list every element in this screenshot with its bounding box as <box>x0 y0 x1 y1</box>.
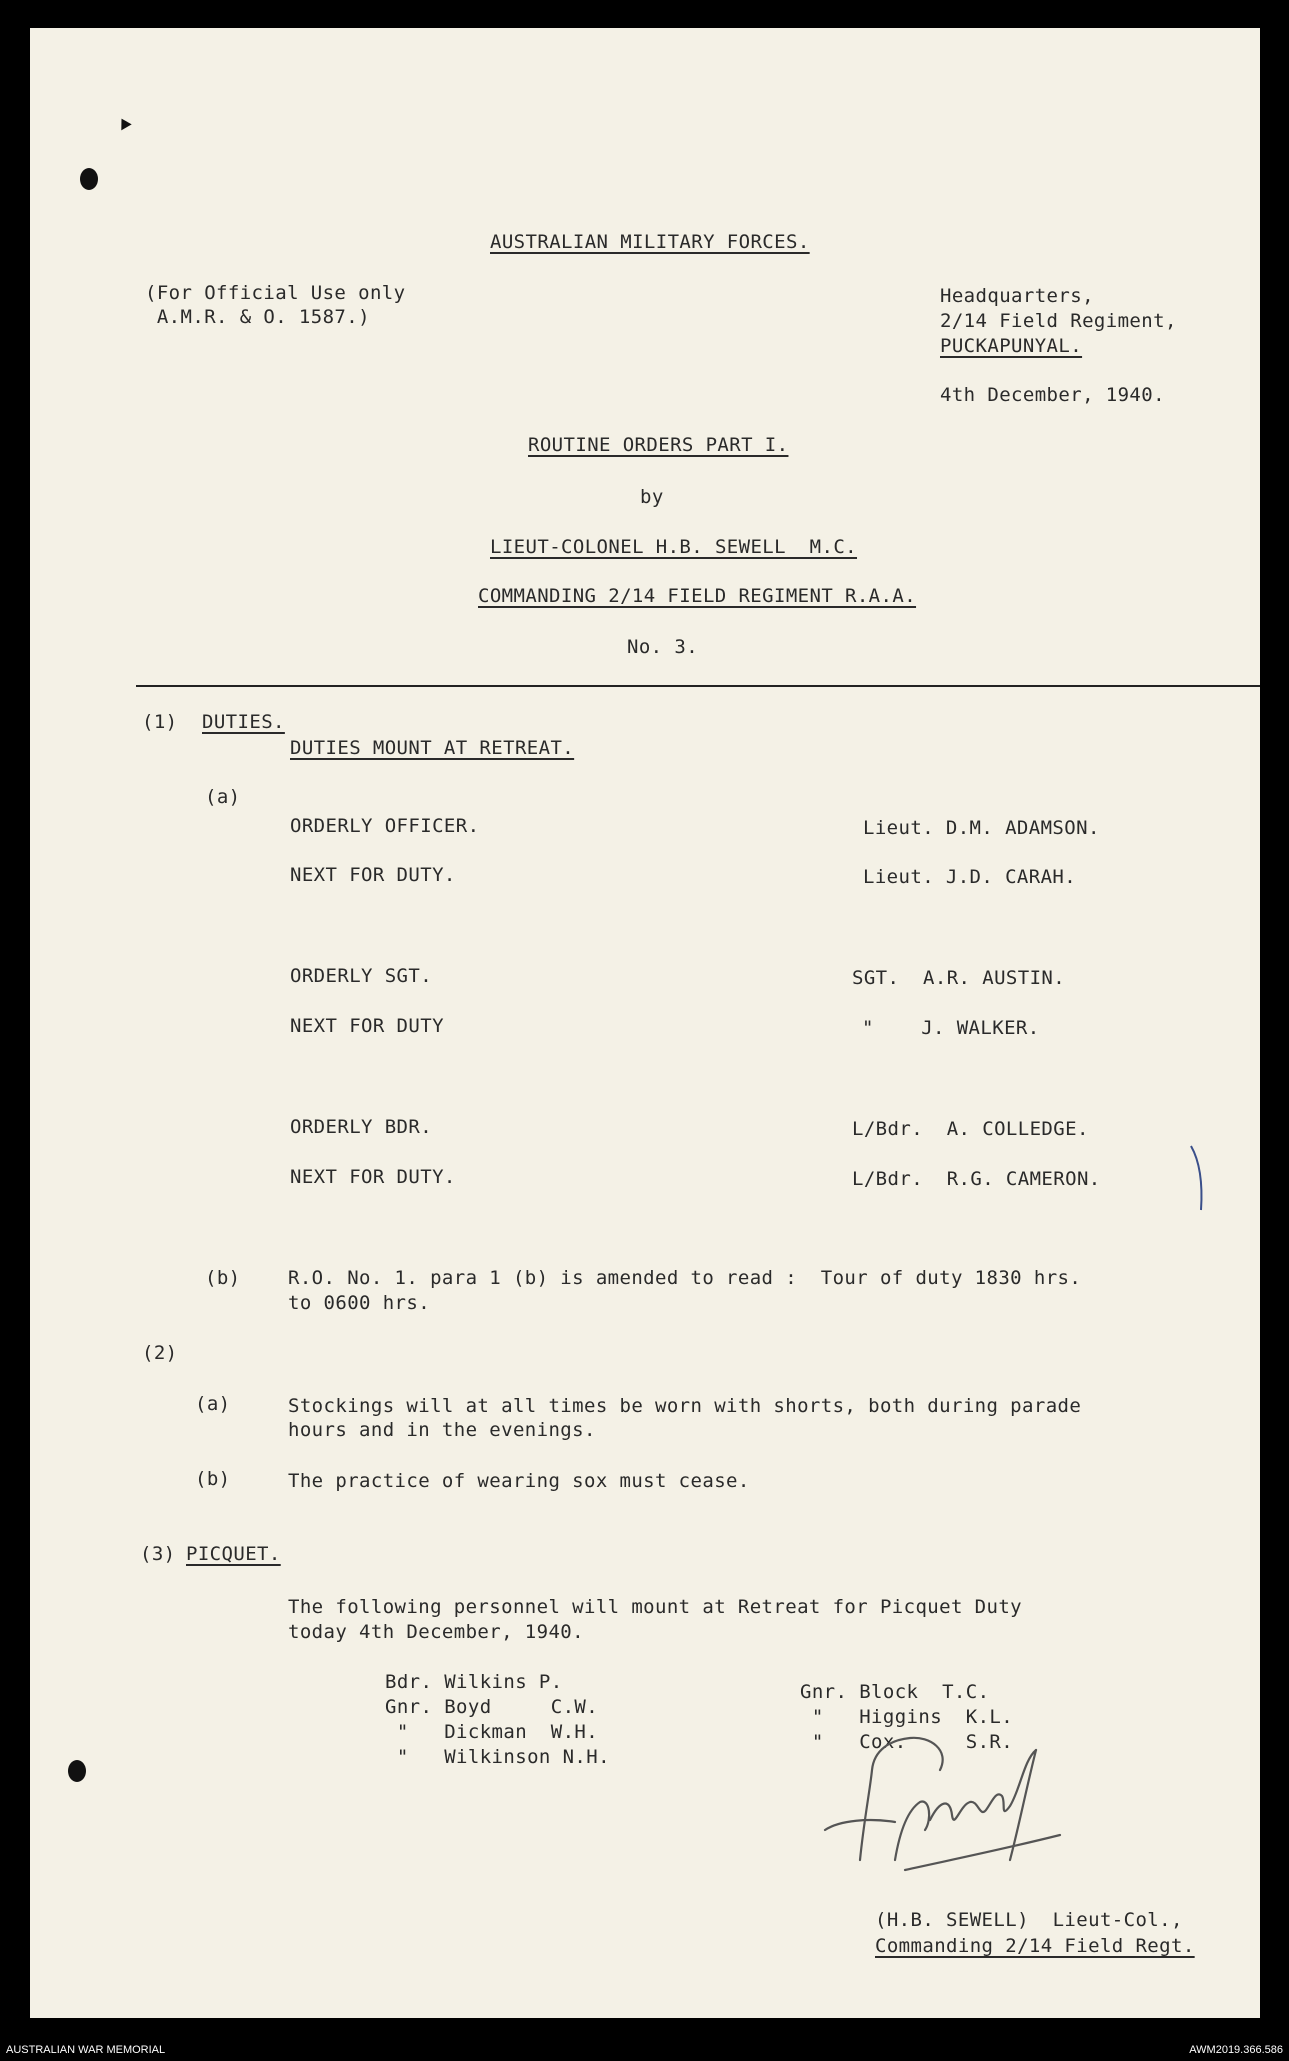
duty-name: Lieut. J.D. CARAH. <box>863 866 1077 888</box>
section3-title: PICQUET. <box>186 1543 281 1565</box>
punch-hole-bottom <box>68 1760 86 1782</box>
hq-line1: Headquarters, <box>940 285 1094 307</box>
signature-line1: (H.B. SEWELL) Lieut-Col., <box>875 1909 1183 1931</box>
duty-name: SGT. A.R. AUSTIN. <box>852 967 1066 989</box>
duty-role: ORDERLY BDR. <box>290 1116 433 1138</box>
section2-a-line2: hours and in the evenings. <box>288 1419 596 1441</box>
signature-line2: Commanding 2/14 Field Regt. <box>875 1935 1195 1957</box>
margin-pen-mark <box>1185 1140 1215 1220</box>
punch-hole-top <box>80 168 98 190</box>
section1-b-label: (b) <box>205 1267 241 1289</box>
picquet-member: Gnr. Boyd C.W. <box>385 1696 599 1718</box>
picquet-member: " Higgins K.L. <box>800 1706 1014 1728</box>
document-title: AUSTRALIAN MILITARY FORCES. <box>490 231 810 253</box>
picquet-member: " Dickman W.H. <box>385 1721 599 1743</box>
duty-name: L/Bdr. R.G. CAMERON. <box>852 1168 1101 1190</box>
document-date: 4th December, 1940. <box>940 384 1165 406</box>
duty-role: ORDERLY SGT. <box>290 965 433 987</box>
section2-a-line1: Stockings will at all times be worn with shorts, both during parade <box>288 1395 1082 1417</box>
picquet-member: " Wilkinson N.H. <box>385 1746 610 1768</box>
section1-title: DUTIES. <box>202 711 285 733</box>
section1-subtitle: DUTIES MOUNT AT RETREAT. <box>290 737 575 759</box>
footer-left: AUSTRALIAN WAR MEMORIAL <box>6 2044 166 2056</box>
duty-name: Lieut. D.M. ADAMSON. <box>863 817 1100 839</box>
section1-b-line2: to 0600 hrs. <box>288 1292 431 1314</box>
hq-line2: 2/14 Field Regiment, <box>940 310 1177 332</box>
footer-right: AWM2019.366.586 <box>1189 2044 1283 2056</box>
duty-role: ORDERLY OFFICER. <box>290 815 480 837</box>
orders-number: No. 3. <box>627 636 699 658</box>
duty-role: NEXT FOR DUTY <box>290 1015 444 1037</box>
orders-commanding: COMMANDING 2/14 FIELD REGIMENT R.A.A. <box>478 585 917 607</box>
picquet-member: Bdr. Wilkins P. <box>385 1671 563 1693</box>
section2-number: (2) <box>142 1342 178 1364</box>
section1-number: (1) <box>142 711 178 733</box>
section1-b-line1: R.O. No. 1. para 1 (b) is amended to read : Tour of duty 1830 hrs. <box>288 1267 1082 1289</box>
section3-intro-line2: today 4th December, 1940. <box>288 1621 584 1643</box>
duty-name: " J. WALKER. <box>862 1017 1040 1039</box>
orders-title: ROUTINE ORDERS PART I. <box>528 434 789 456</box>
hq-line3: PUCKAPUNYAL. <box>940 335 1083 357</box>
duty-name: L/Bdr. A. COLLEDGE. <box>852 1118 1089 1140</box>
orders-officer: LIEUT-COLONEL H.B. SEWELL M.C. <box>490 536 858 558</box>
section2-a-label: (a) <box>195 1393 231 1415</box>
section1-a-label: (a) <box>205 786 241 808</box>
picquet-member: Gnr. Block T.C. <box>800 1681 990 1703</box>
section3-intro-line1: The following personnel will mount at Retreat for Picquet Duty <box>288 1596 1023 1618</box>
handwritten-signature <box>800 1710 1080 1890</box>
orders-by: by <box>640 486 664 508</box>
section2-b-text: The practice of wearing sox must cease. <box>288 1470 750 1492</box>
duty-role: NEXT FOR DUTY. <box>290 864 456 886</box>
official-use-line1: (For Official Use only <box>145 282 406 304</box>
official-use-line2: A.M.R. & O. 1587.) <box>145 306 370 328</box>
section2-b-label: (b) <box>195 1468 231 1490</box>
duty-role: NEXT FOR DUTY. <box>290 1166 456 1188</box>
horizontal-rule <box>136 685 1260 687</box>
section3-number: (3) <box>140 1543 176 1565</box>
picquet-member: " Cox. S.R. <box>800 1731 1014 1753</box>
